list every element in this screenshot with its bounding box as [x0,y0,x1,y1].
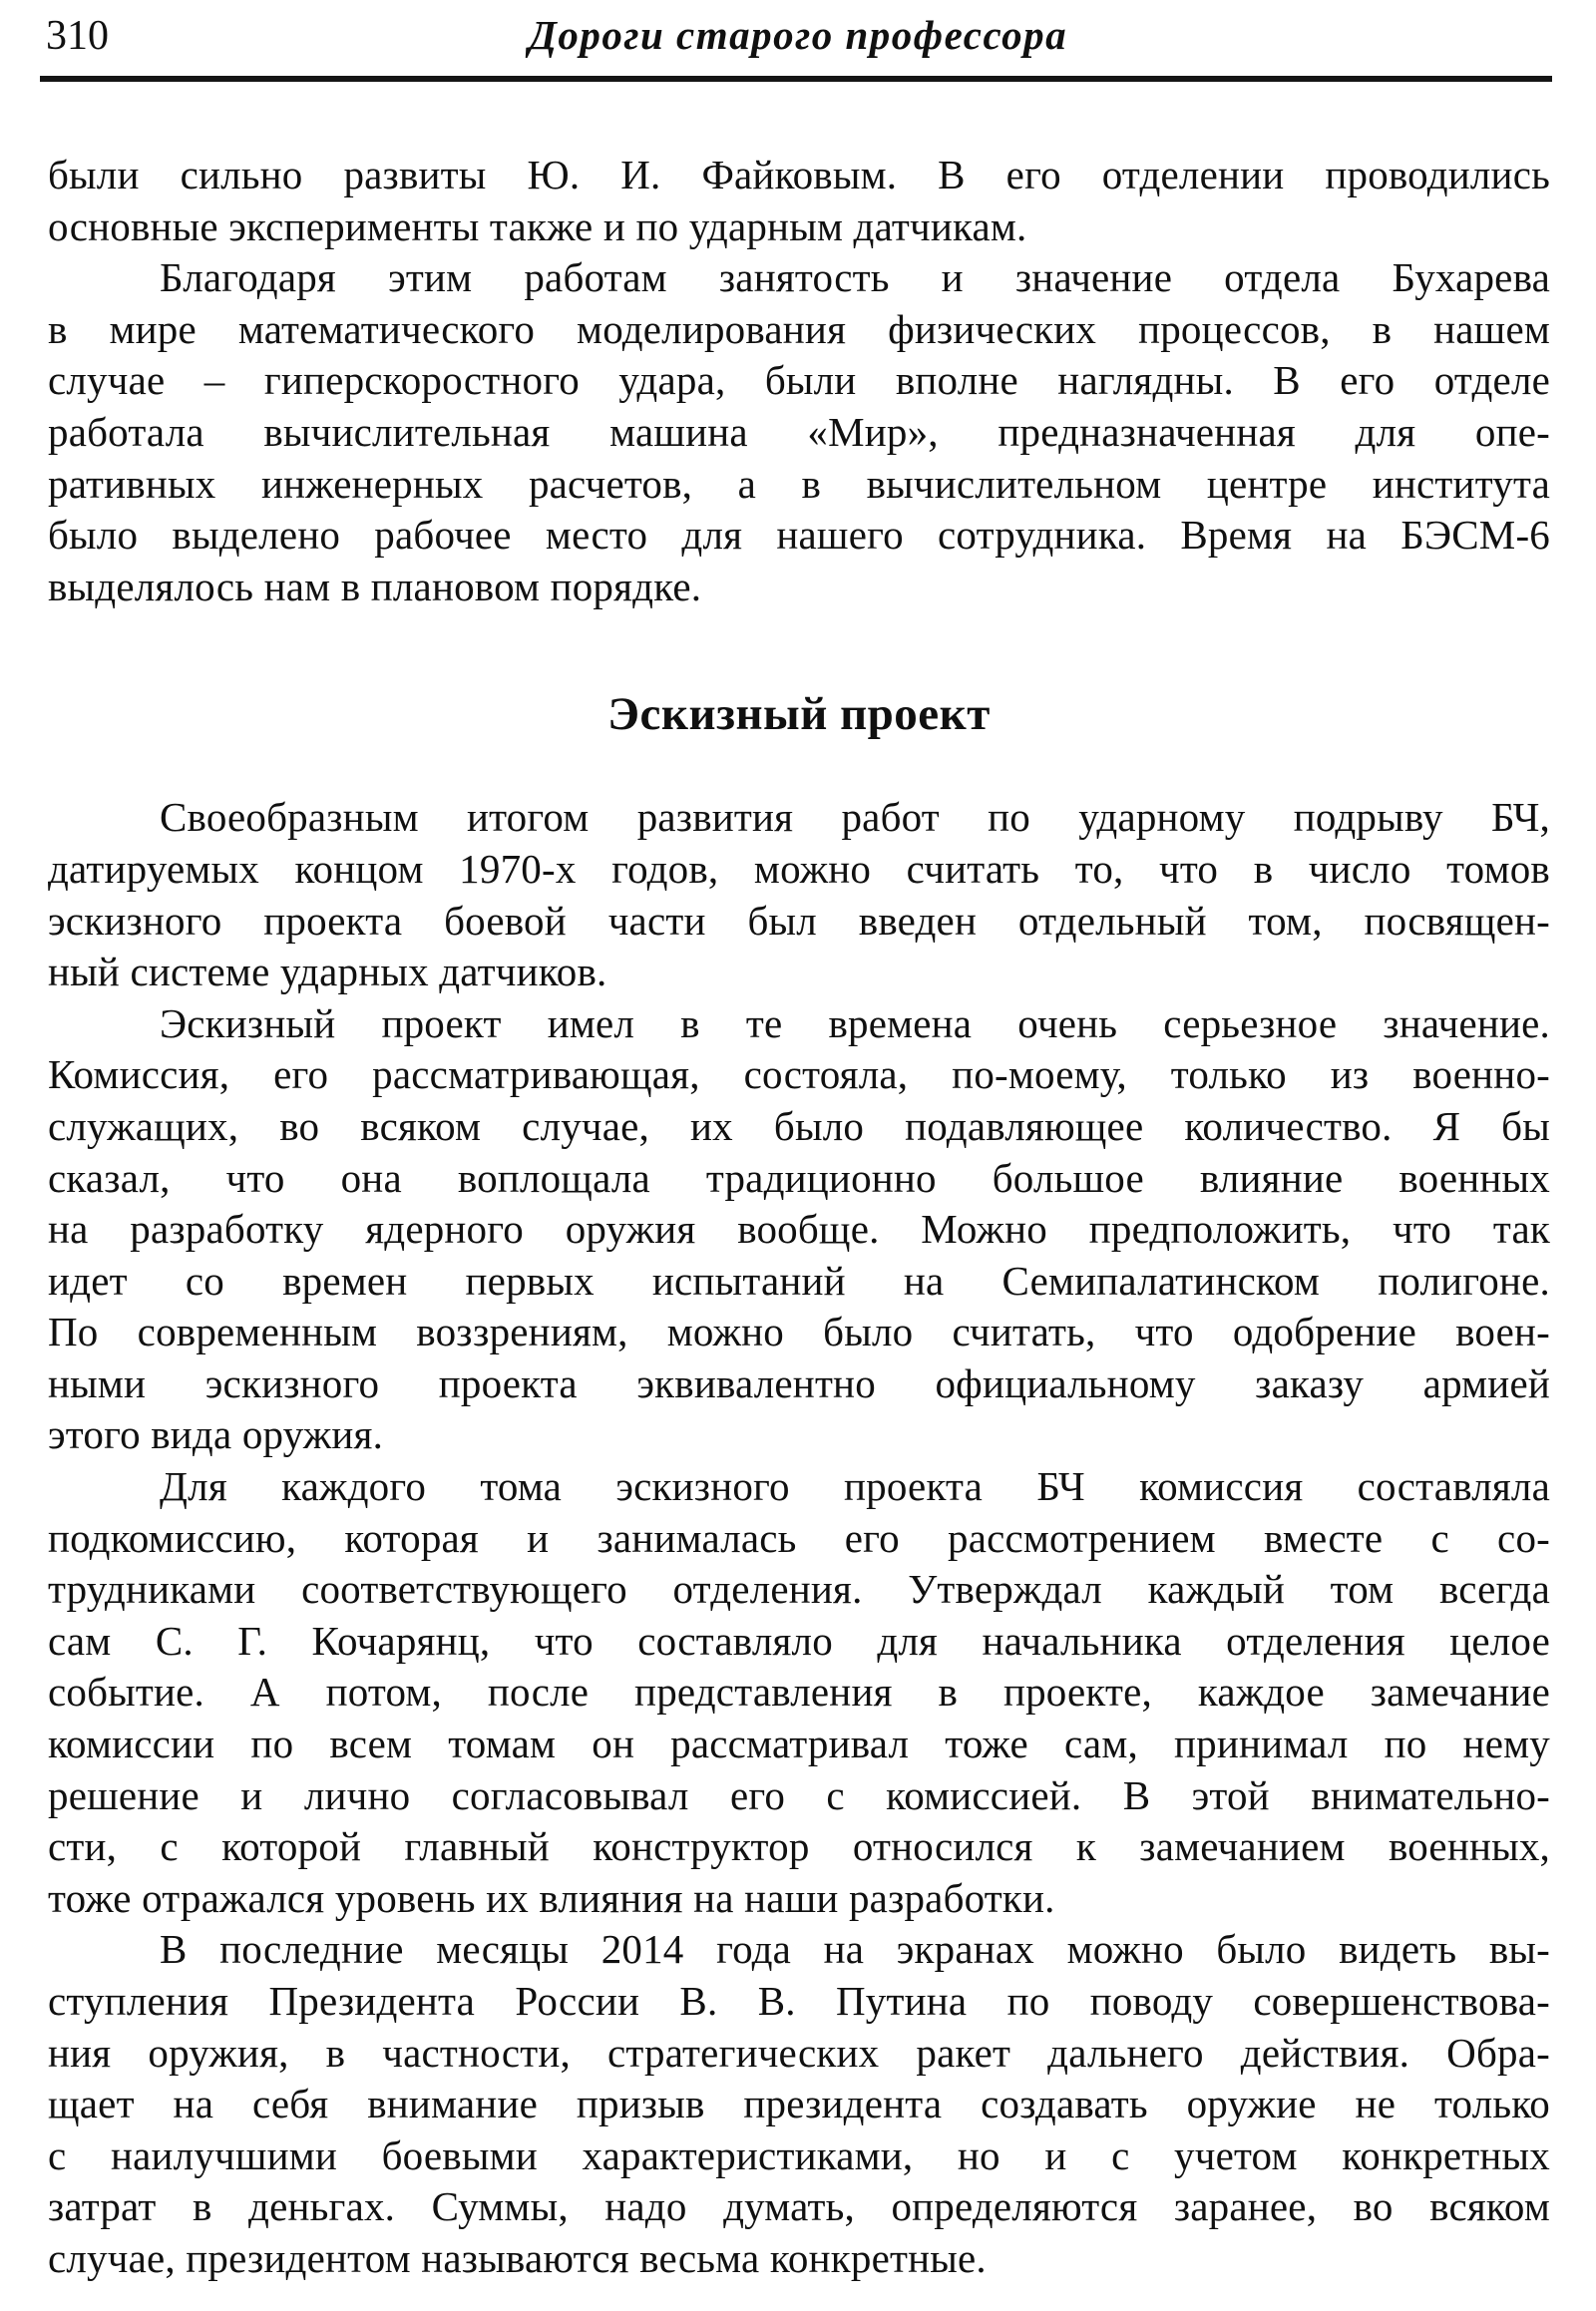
text-line: с наилучшими боевыми характеристиками, но и с учетом конкретных [48,2131,1550,2178]
text-line: тоже отражался уровень их влияния на наши разработки. [48,1874,1055,1921]
header-rule [40,76,1552,82]
text-line: ративных инженерных расчетов, а в вычислительном центре института [48,460,1550,507]
paragraph [48,1924,1550,2284]
text-line: выделялось нам в плановом порядке. [48,563,702,609]
text-line: основные эксперименты также и по ударным датчикам. [48,202,1027,249]
text-line: Своеобразным итогом развития работ по ударному подрыву БЧ, [160,794,1550,841]
section-heading: Эскизный проект [607,688,991,741]
text-line: ными эскизного проекта эквивалентно официальному заказу армией [48,1359,1550,1406]
text-line: на разработку ядерного оружия вообще. Можно предположить, что так [48,1206,1550,1253]
text-line: этого вида оружия. [48,1411,384,1458]
text-line: комиссии по всем томам он рассматривал тоже сам, принимал по нему [48,1721,1550,1767]
paragraph [48,792,1550,997]
text-line: По современным воззрениям, можно было считать, что одобрение воен- [48,1309,1550,1355]
paragraph [48,998,1550,1461]
text-line: ный системе ударных датчиков. [48,949,607,995]
page-body [48,150,1550,2285]
page-number: 310 [46,13,109,59]
text-line: событие. А потом, после представления в проекте, каждое замечание [48,1669,1550,1716]
text-line: ступления Президента России В. В. Путина по поводу совершенствова- [48,1978,1550,2024]
text-line: случае – гиперскоростного удара, были вполне наглядны. В его отделе [48,357,1550,404]
text-line: было выделено рабочее место для нашего сотрудника. Время на БЭСМ-6 [48,512,1550,559]
text-line: Комиссия, его рассматривающая, состояла, по-моему, только из военно- [48,1051,1550,1098]
text-line: служащих, во всяком случае, их было подавляющее количество. Я бы [48,1102,1550,1149]
paragraph [48,1461,1550,1924]
text-line: щает на себя внимание призыв президента создавать оружие не только [48,2081,1550,2127]
running-title: Дороги старого профессора [528,12,1068,58]
text-line: трудниками соответствующего отделения. Утверждал каждый том всегда [48,1566,1550,1613]
text-line: датируемых концом 1970-х годов, можно считать то, что в число томов [48,845,1550,892]
text-line: В последние месяцы 2014 года на экранах можно было видеть вы- [160,1926,1550,1973]
paragraph [48,150,1550,252]
text-line: Для каждого тома эскизного проекта БЧ комиссия составляла [160,1463,1550,1510]
text-line: эскизного проекта боевой части был введен отдельный том, посвящен- [48,897,1550,944]
text-line: случае, президентом называются весьма конкретные. [48,2234,987,2281]
text-line: затрат в деньгах. Суммы, надо думать, определяются заранее, во всяком [48,2183,1550,2230]
text-line: ния оружия, в частности, стратегических ракет дальнего действия. Обра- [48,2029,1550,2076]
text-line: сти, с которой главный конструктор относился к замечанием военных, [48,1823,1550,1870]
text-line: работала вычислительная машина «Мир», предназначенная для опе- [48,408,1550,455]
text-line: сам С. Г. Кочарянц, что составляло для начальника отделения целое [48,1617,1550,1664]
text-line: были сильно развиты Ю. И. Файковым. В его отделении проводились [48,152,1550,197]
text-line: подкомиссию, которая и занималась его рассмотрением вместе с со- [48,1514,1550,1561]
text-line: Эскизный проект имел в те времена очень серьезное значение. [160,999,1550,1046]
text-line: решение и лично согласовывал его с комиссией. В этой внимательно- [48,1771,1550,1818]
paragraph [48,252,1550,612]
text-line: сказал, что она воплощала традиционно большое влияние военных [48,1154,1550,1201]
text-line: Благодаря этим работам занятость и значение отдела Бухарева [160,254,1550,301]
text-line: в мире математического моделирования физических процессов, в нашем [48,305,1550,352]
text-line: идет со времен первых испытаний на Семипалатинском полигоне. [48,1257,1550,1304]
